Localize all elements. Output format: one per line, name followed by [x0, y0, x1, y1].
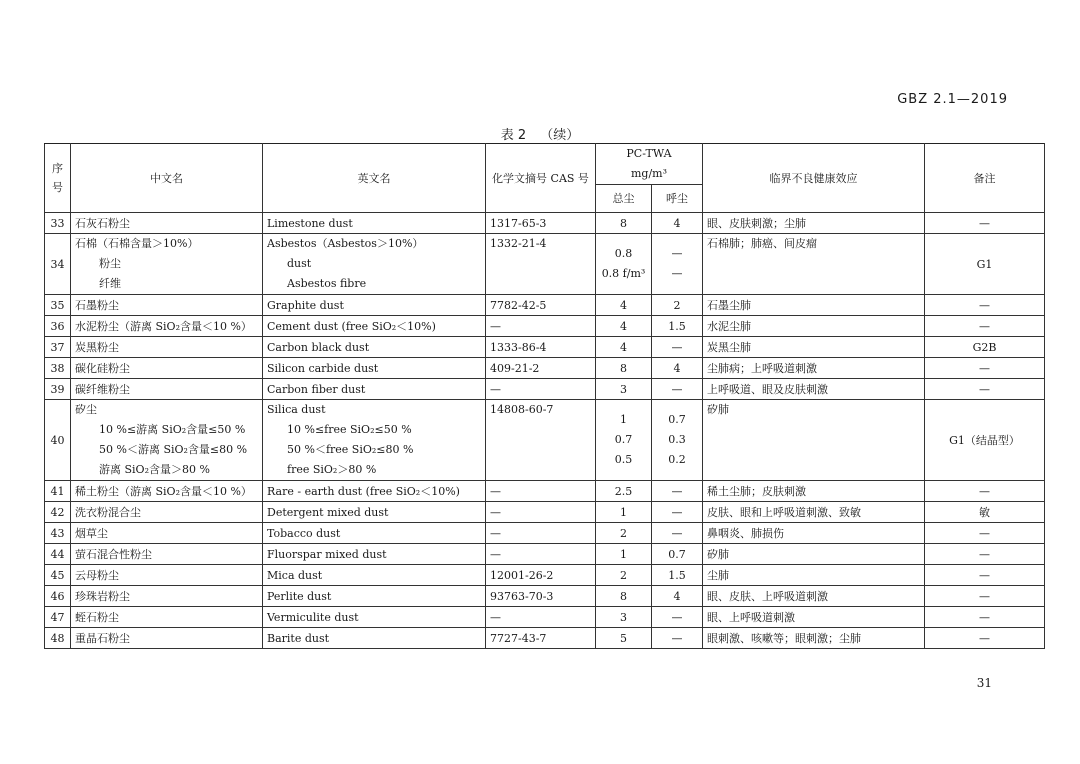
- cell-effect: 炭黑尘肺: [703, 337, 925, 358]
- cell-effect: 鼻咽炎、肺损伤: [703, 523, 925, 544]
- cell-en-name: Tobacco dust: [263, 523, 486, 544]
- cell-note: —: [925, 523, 1045, 544]
- exposure-limit-table: [44, 143, 1045, 649]
- cell-cas: —: [486, 481, 596, 502]
- col-header-resp-dust: 呼尘: [652, 185, 703, 213]
- cell-note: —: [925, 565, 1045, 586]
- col-header-no: 序号: [45, 144, 71, 213]
- cell-total-dust-sub: 0.8: [614, 247, 633, 260]
- cell-no: 36: [45, 316, 71, 337]
- cell-total-dust: 8: [596, 358, 652, 379]
- cell-effect: 尘肺: [703, 565, 925, 586]
- cell-no: 34: [45, 234, 71, 295]
- cell-cas: —: [486, 544, 596, 565]
- cell-resp-dust-sub: 0.2: [668, 453, 686, 466]
- cell-en-name: Barite dust: [263, 628, 486, 649]
- cell-en-name-main: Silica dust: [267, 403, 326, 416]
- col-header-cas: 化学文摘号 CAS 号: [486, 144, 596, 213]
- cell-effect: 眼、皮肤刺激；尘肺: [703, 213, 925, 234]
- cell-cn-name: 石灰石粉尘: [71, 213, 263, 234]
- cell-total-dust: 2: [596, 523, 652, 544]
- cell-effect: 水泥尘肺: [703, 316, 925, 337]
- cell-total-dust-sub: 0.5: [614, 453, 633, 466]
- cell-total-dust: 4: [596, 295, 652, 316]
- cell-effect: 眼刺激、咳嗽等；眼刺激；尘肺: [703, 628, 925, 649]
- cell-en-name-sub: Asbestos fibre: [287, 277, 367, 290]
- cell-effect: 矽肺: [703, 400, 925, 481]
- cell-total-dust: 1: [596, 544, 652, 565]
- cell-resp-dust: 0.7: [652, 544, 703, 565]
- cell-note: —: [925, 544, 1045, 565]
- cell-note: —: [925, 379, 1045, 400]
- standard-code: GBZ 2.1—2019: [897, 92, 1008, 107]
- cell-cn-name: 萤石混合性粉尘: [71, 544, 263, 565]
- cell-cas: —: [486, 502, 596, 523]
- table-row: [45, 379, 1045, 400]
- cell-no: 39: [45, 379, 71, 400]
- table-title: 表 2: [500, 128, 527, 143]
- cell-cn-name-main: 矽尘: [75, 403, 97, 416]
- cell-total-dust: 3: [596, 379, 652, 400]
- cell-no: 44: [45, 544, 71, 565]
- table-row: [45, 523, 1045, 544]
- cell-en-name: Perlite dust: [263, 586, 486, 607]
- cell-note: —: [925, 607, 1045, 628]
- cell-effect: 尘肺病；上呼吸道刺激: [703, 358, 925, 379]
- cell-cas: —: [486, 523, 596, 544]
- col-header-total-dust: 总尘: [596, 185, 652, 213]
- cell-total-dust: [596, 234, 652, 295]
- cell-cas: 1317-65-3: [486, 213, 596, 234]
- cell-note: —: [925, 481, 1045, 502]
- cell-cn-name: 石墨粉尘: [71, 295, 263, 316]
- cell-effect: 眼、上呼吸道刺激: [703, 607, 925, 628]
- cell-effect: 眼、皮肤、上呼吸道刺激: [703, 586, 925, 607]
- cell-total-dust-sub: 1: [620, 413, 627, 426]
- cell-en-name-sub: free SiO₂＞80 %: [287, 463, 377, 476]
- cell-total-dust: 5: [596, 628, 652, 649]
- cell-cn-name: [71, 234, 263, 295]
- cell-no: 43: [45, 523, 71, 544]
- cell-en-name: Cement dust (free SiO₂＜10%): [263, 316, 486, 337]
- table-body: [45, 213, 1045, 649]
- cell-cas: 7727-43-7: [486, 628, 596, 649]
- cell-resp-dust: —: [652, 523, 703, 544]
- cell-cas: 14808-60-7: [486, 400, 596, 481]
- cell-no: 48: [45, 628, 71, 649]
- page-number: 31: [976, 676, 992, 690]
- cell-cn-name-sub: 游离 SiO₂含量＞80 %: [99, 463, 210, 476]
- table-row: [45, 628, 1045, 649]
- cell-no: 46: [45, 586, 71, 607]
- cell-en-name: Rare - earth dust (free SiO₂＜10%): [263, 481, 486, 502]
- cell-resp-dust: 2: [652, 295, 703, 316]
- cell-resp-dust: —: [652, 481, 703, 502]
- cell-resp-dust-sub: —: [671, 267, 683, 280]
- cell-total-dust: 8: [596, 213, 652, 234]
- cell-note: 敏: [925, 502, 1045, 523]
- cell-resp-dust: [652, 400, 703, 481]
- cell-cn-name-sub: 50 %＜游离 SiO₂含量≤80 %: [99, 443, 248, 456]
- table-row: [45, 358, 1045, 379]
- table-row: [45, 234, 1045, 295]
- cell-total-dust-sub: 0.8 f/m³: [601, 267, 646, 280]
- table-caption: [0, 124, 1080, 143]
- cell-en-name: Limestone dust: [263, 213, 486, 234]
- cell-note: —: [925, 586, 1045, 607]
- cell-en-name: Carbon black dust: [263, 337, 486, 358]
- cell-cn-name: 水泥粉尘（游离 SiO₂含量＜10 %）: [71, 316, 263, 337]
- cell-cas: —: [486, 379, 596, 400]
- cell-resp-dust: 1.5: [652, 565, 703, 586]
- cell-total-dust: 1: [596, 502, 652, 523]
- cell-cas: —: [486, 607, 596, 628]
- cell-note: G2B: [925, 337, 1045, 358]
- cell-resp-dust-sub: 0.3: [668, 433, 686, 446]
- cell-resp-dust: —: [652, 628, 703, 649]
- pc-twa-label: PC-TWA: [626, 147, 672, 160]
- cell-cn-name: 炭黑粉尘: [71, 337, 263, 358]
- cell-cas: 409-21-2: [486, 358, 596, 379]
- cell-no: 37: [45, 337, 71, 358]
- cell-cas: 1333-86-4: [486, 337, 596, 358]
- table-header: [45, 144, 1045, 213]
- table-row: [45, 213, 1045, 234]
- cell-cas: —: [486, 316, 596, 337]
- cell-cn-name-sub: 纤维: [99, 277, 121, 290]
- cell-no: 42: [45, 502, 71, 523]
- cell-no: 40: [45, 400, 71, 481]
- table-row: [45, 337, 1045, 358]
- cell-cas: 12001-26-2: [486, 565, 596, 586]
- cell-effect: 上呼吸道、眼及皮肤刺激: [703, 379, 925, 400]
- cell-en-name-sub: 10 %≤free SiO₂≤50 %: [287, 423, 412, 436]
- cell-resp-dust: 4: [652, 213, 703, 234]
- cell-no: 41: [45, 481, 71, 502]
- cell-resp-dust: 1.5: [652, 316, 703, 337]
- table-row: [45, 565, 1045, 586]
- cell-en-name: [263, 234, 486, 295]
- table-row: [45, 316, 1045, 337]
- cell-total-dust-sub: 0.7: [614, 433, 633, 446]
- cell-note: —: [925, 628, 1045, 649]
- cell-en-name: Vermiculite dust: [263, 607, 486, 628]
- cell-resp-dust: 4: [652, 358, 703, 379]
- col-header-note: 备注: [925, 144, 1045, 213]
- cell-cn-name: 烟草尘: [71, 523, 263, 544]
- cell-no: 38: [45, 358, 71, 379]
- cell-cn-name: 云母粉尘: [71, 565, 263, 586]
- cell-cas: 1332-21-4: [486, 234, 596, 295]
- cell-en-name: [263, 400, 486, 481]
- table-row: [45, 544, 1045, 565]
- cell-en-name-sub: 50 %＜free SiO₂≤80 %: [287, 443, 414, 456]
- cell-en-name: Mica dust: [263, 565, 486, 586]
- cell-resp-dust: —: [652, 502, 703, 523]
- cell-cn-name-main: 石棉（石棉含量＞10%）: [75, 237, 199, 250]
- table-row: [45, 586, 1045, 607]
- cell-no: 33: [45, 213, 71, 234]
- cell-note: G1（结晶型）: [925, 400, 1045, 481]
- cell-resp-dust: —: [652, 337, 703, 358]
- table-row: [45, 295, 1045, 316]
- table-row: [45, 481, 1045, 502]
- cell-cas: 7782-42-5: [486, 295, 596, 316]
- cell-resp-dust-sub: —: [671, 247, 683, 260]
- cell-note: —: [925, 316, 1045, 337]
- cell-note: G1: [925, 234, 1045, 295]
- cell-cn-name: 洗衣粉混合尘: [71, 502, 263, 523]
- pc-twa-unit: mg/m³: [630, 167, 668, 180]
- cell-resp-dust: [652, 234, 703, 295]
- cell-en-name: Silicon carbide dust: [263, 358, 486, 379]
- cell-total-dust: 8: [596, 586, 652, 607]
- cell-total-dust: 2.5: [596, 481, 652, 502]
- col-header-effect: 临界不良健康效应: [703, 144, 925, 213]
- col-header-en-name: 英文名: [263, 144, 486, 213]
- table-row: [45, 607, 1045, 628]
- cell-resp-dust: —: [652, 379, 703, 400]
- cell-cas: 93763-70-3: [486, 586, 596, 607]
- cell-effect: 石墨尘肺: [703, 295, 925, 316]
- cell-note: —: [925, 213, 1045, 234]
- cell-effect: 矽肺: [703, 544, 925, 565]
- table-row: [45, 502, 1045, 523]
- cell-cn-name: 稀土粉尘（游离 SiO₂含量＜10 %）: [71, 481, 263, 502]
- cell-resp-dust-sub: 0.7: [668, 413, 686, 426]
- cell-total-dust: [596, 400, 652, 481]
- cell-cn-name: 蛭石粉尘: [71, 607, 263, 628]
- cell-no: 35: [45, 295, 71, 316]
- cell-total-dust: 2: [596, 565, 652, 586]
- cell-en-name-main: Asbestos（Asbestos＞10%）: [267, 237, 424, 250]
- cell-cn-name: 碳纤维粉尘: [71, 379, 263, 400]
- cell-no: 47: [45, 607, 71, 628]
- cell-effect: 石棉肺；肺癌、间皮瘤: [703, 234, 925, 295]
- cell-en-name: Detergent mixed dust: [263, 502, 486, 523]
- cell-total-dust: 4: [596, 316, 652, 337]
- cell-cn-name-sub: 10 %≤游离 SiO₂含量≤50 %: [99, 423, 246, 436]
- cell-en-name-sub: dust: [287, 257, 312, 270]
- cell-effect: 稀土尘肺；皮肤刺激: [703, 481, 925, 502]
- cell-en-name: Fluorspar mixed dust: [263, 544, 486, 565]
- cell-resp-dust: 4: [652, 586, 703, 607]
- cell-cn-name: [71, 400, 263, 481]
- cell-cn-name: 珍珠岩粉尘: [71, 586, 263, 607]
- cell-cn-name: 碳化硅粉尘: [71, 358, 263, 379]
- cell-no: 45: [45, 565, 71, 586]
- cell-cn-name: 重晶石粉尘: [71, 628, 263, 649]
- cell-resp-dust: —: [652, 607, 703, 628]
- cell-cn-name-sub: 粉尘: [99, 257, 121, 270]
- table-continued-label: （续）: [540, 128, 580, 143]
- cell-en-name: Carbon fiber dust: [263, 379, 486, 400]
- cell-total-dust: 3: [596, 607, 652, 628]
- table-row: [45, 400, 1045, 481]
- cell-note: —: [925, 295, 1045, 316]
- cell-total-dust: 4: [596, 337, 652, 358]
- cell-note: —: [925, 358, 1045, 379]
- cell-effect: 皮肤、眼和上呼吸道刺激、致敏: [703, 502, 925, 523]
- col-header-cn-name: 中文名: [71, 144, 263, 213]
- cell-en-name: Graphite dust: [263, 295, 486, 316]
- col-header-pc-twa: [596, 144, 703, 185]
